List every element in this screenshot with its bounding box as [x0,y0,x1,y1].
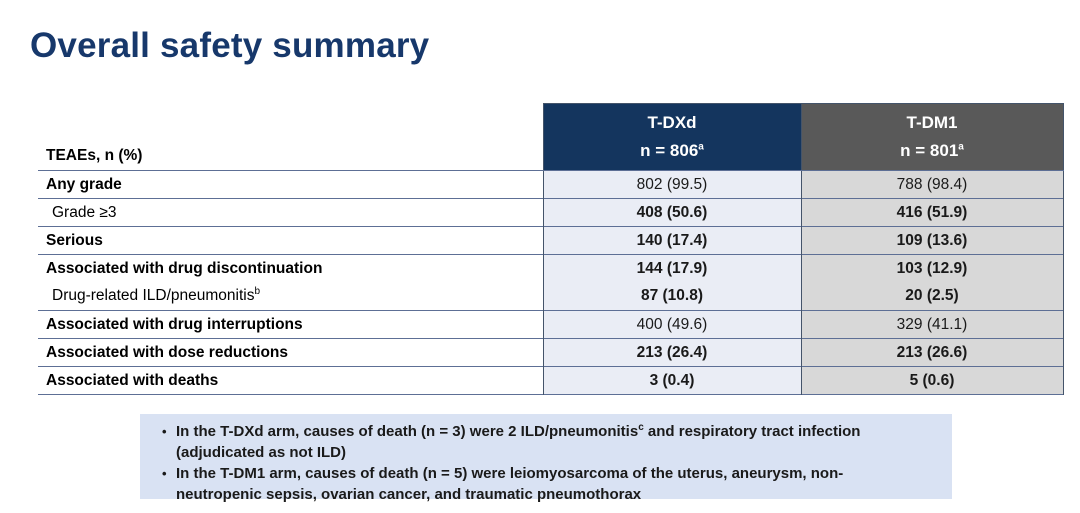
column-header-tdm1 [801,104,1063,171]
tdm1-value: 5 (0.6) [801,367,1063,395]
tdxd-value: 140 (17.4) [543,227,801,255]
table-row-drug-interruptions [38,311,1063,339]
bullet-item [162,421,942,463]
table-row-any-grade [38,171,1063,199]
bullet-text-tdxd-deaths: In the T-DXd arm, causes of death (n = 3) were 2 ILD/pneumonitis$^c$ and respiratory tract infection (adjudicated as not ILD) [176,422,861,461]
row-label: Associated with drug discontinuation [46,259,323,277]
table-row-drug-discontinuation [38,255,1063,283]
row-label: Associated with deaths [46,371,219,389]
tdm1-value: 416 (51.9) [801,199,1063,227]
row-label: Any grade [46,175,122,193]
tdm1-value: 109 (13.6) [801,227,1063,255]
page-title: Overall safety summary [30,26,430,65]
tdxd-n-label: $n = 806^a$ [640,141,704,160]
row-label: Associated with dose reductions [46,343,289,361]
tdxd-drug-name: T-DXd [647,113,697,132]
callout-box [140,414,952,503]
bullet-dot: • [162,424,167,439]
superscript-b: b [254,286,261,298]
tdxd-value: 400 (49.6) [543,311,801,339]
tdm1-value: 20 (2.5) [801,283,1063,311]
table-row-dose-reductions [38,339,1063,367]
superscript-a: a [958,141,964,153]
superscript-c: c [638,422,644,433]
tdm1-value: 103 (12.9) [801,255,1063,283]
tdxd-value: 802 (99.5) [543,171,801,199]
table-row-deaths [38,367,1063,395]
column-header-tdxd [543,104,801,171]
tdxd-value: 144 (17.9) [543,255,801,283]
tdm1-drug-name: T-DM1 [906,113,958,132]
safety-summary-table [38,103,1064,395]
tdxd-value: 408 (50.6) [543,199,801,227]
bullet-dot: • [162,466,167,481]
row-label: Serious [46,231,103,249]
superscript-a: a [698,141,704,153]
tdxd-value: 87 (10.8) [543,283,801,311]
tdm1-n-label: $n = 801^a$ [900,141,964,160]
row-label: Associated with drug interruptions [46,315,303,333]
tdxd-value: 3 (0.4) [543,367,801,395]
tdm1-value: 329 (41.1) [801,311,1063,339]
table-row-grade-ge3 [38,199,1063,227]
tdm1-value: 788 (98.4) [801,171,1063,199]
tdm1-value: 213 (26.6) [801,339,1063,367]
table-row-ild-pneumonitis [38,283,1063,311]
bullet-item [162,463,942,505]
table-header-row [38,104,1063,171]
tdxd-value: 213 (26.4) [543,339,801,367]
row-label: Grade ≥3 [52,203,117,221]
bullet-text-tdm1-deaths: In the T-DM1 arm, causes of death (n = 5) were leiomyosarcoma of the uterus, aneurysm, non-neutropenic sepsis, ovarian cancer, and traumatic pneumothorax [176,465,844,503]
row-label: Drug-related ILD/pneumonitis$^b$ [52,286,261,305]
table-row-serious [38,227,1063,255]
table-corner-label: TEAEs, n (%) [38,104,543,171]
